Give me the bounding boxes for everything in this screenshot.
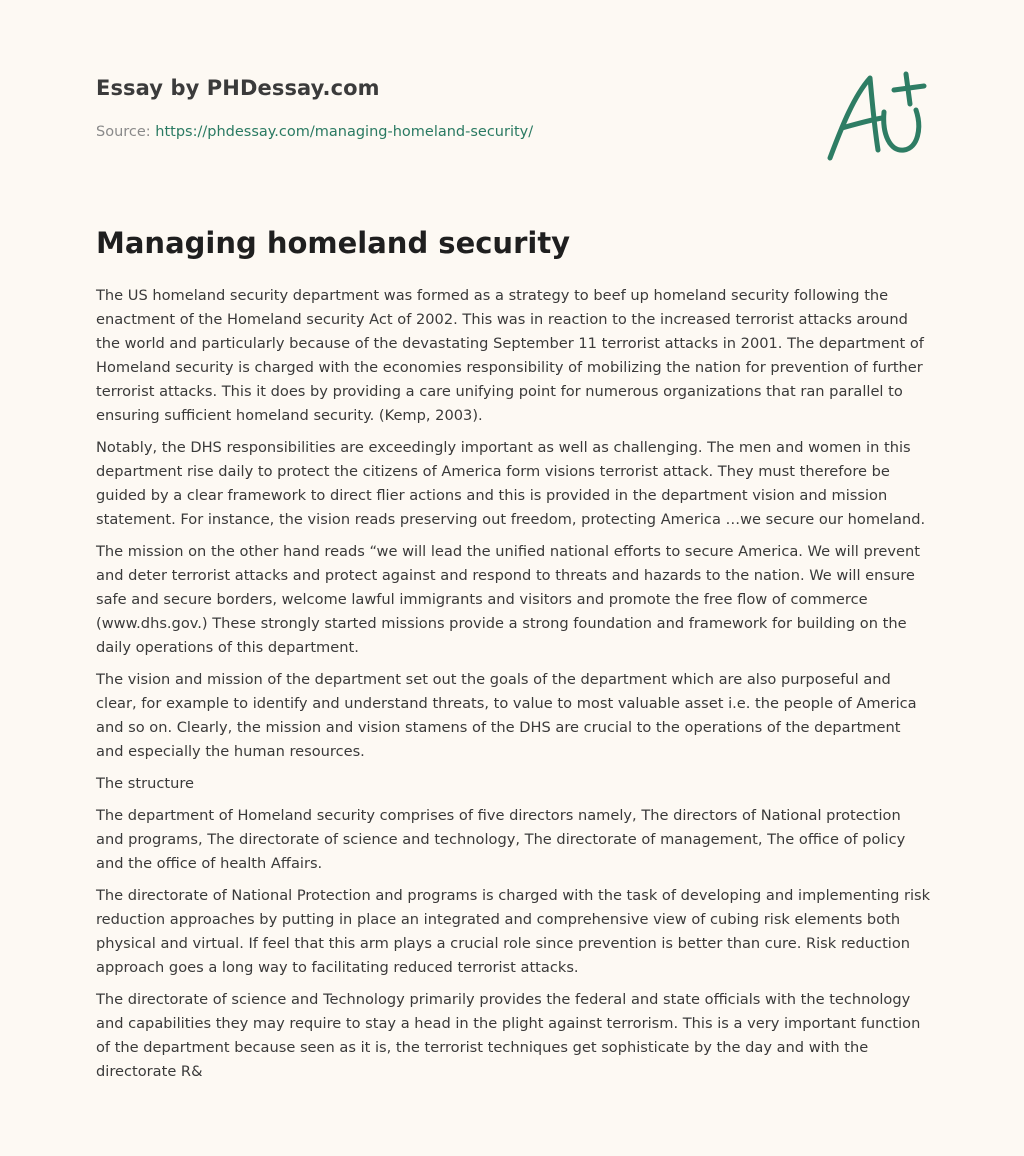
section-heading: The structure	[96, 775, 195, 792]
essay-paragraph: Notably, the DHS responsibilities are exceedingly important as well as challenging. The men and women in this department rise daily to protect the citizens of America form visions terrorist attack. They must therefore be guided by a clear framework to direct flier actions and this is provided in the department vision and mission statement. For instance, the vision reads preserving out freedom, protecting America …we secure our homeland.	[96, 439, 926, 528]
essay-paragraph: The vision and mission of the department set out the goals of the department which are also purposeful and clear, for example to identify and understand threats, to value to most valuable asset i.e. the people of America and so on. Clearly, the mission and vision stamens of the DHS are crucial to the operations of the department and especially the human resources.	[96, 671, 917, 760]
source-label: Source:	[96, 124, 156, 140]
essay-title: Managing homeland security	[96, 226, 571, 260]
essay-paragraph: The US homeland security department was formed as a strategy to beef up homeland security following the enactment of the Homeland security Act of 2002. This was in reaction to the increased terrorist attacks around the world and particularly because of the devastating September 11 terrorist attacks in 2001. The department of Homeland security is charged with the economies responsibility of mobilizing the nation for prevention of further terrorist attacks. This it does by providing a care unifying point for numerous organizations that ran parallel to ensuring sufficient homeland security. (Kemp, 2003).	[96, 287, 924, 424]
essay-paragraph: The department of Homeland security comprises of five directors namely, The directors of National protection and programs, The directorate of science and technology, The directorate of management, The office of policy and the office of health Affairs.	[96, 807, 906, 872]
essay-paragraph: The directorate of science and Technology primarily provides the federal and state officials with the technology and capabilities they may require to stay a head in the plight against terrorism. This is a very important function of the department because seen as it is, the terrorist techniques get sophisticate by the day and with the directorate R&	[96, 991, 921, 1080]
brand-title: Essay by PHDessay.com	[96, 76, 380, 100]
a-plus-logo-icon	[820, 66, 930, 166]
source-line	[96, 124, 533, 140]
source-link[interactable]: https://phdessay.com/managing-homeland-security/	[155, 124, 534, 140]
essay-body	[96, 284, 932, 1092]
essay-paragraph: The directorate of National Protection and programs is charged with the task of developing and implementing risk reduction approaches by putting in place an integrated and comprehensive view of cubing risk elements both physical and virtual. If feel that this arm plays a crucial role since prevention is better than cure. Risk reduction approach goes a long way to facilitating reduced terrorist attacks.	[96, 887, 931, 976]
essay-paragraph: The mission on the other hand reads “we will lead the unified national efforts to secure America. We will prevent and deter terrorist attacks and protect against and respond to threats and hazards to the nation. We will ensure safe and secure borders, welcome lawful immigrants and visitors and promote the free flow of commerce (www.dhs.gov.) These strongly started missions provide a strong foundation and framework for building on the daily operations of this department.	[96, 543, 920, 656]
